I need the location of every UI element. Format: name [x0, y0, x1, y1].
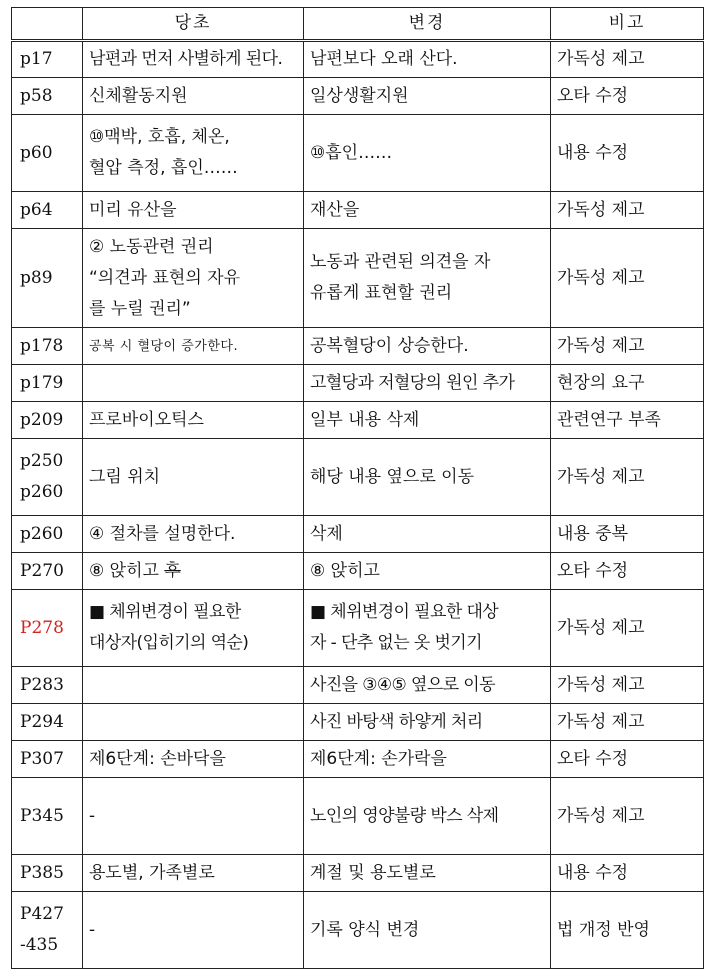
table-row	[12, 328, 704, 365]
table-row	[12, 192, 704, 229]
changed-cell: 삭제	[304, 516, 551, 553]
changed-cell: 기록 양식 변경	[304, 892, 551, 969]
page-cell: P307	[12, 741, 83, 778]
changed-cell: 계절 및 용도별로	[304, 855, 551, 892]
changed-cell: ■ 체위변경이 필요한 대상 자 - 단추 없는 옷 벗기기	[304, 590, 551, 667]
header-original: 당초	[83, 8, 304, 41]
table-row	[12, 78, 704, 115]
changed-cell: 사진을 ③④⑤ 옆으로 이동	[304, 667, 551, 704]
original-cell	[83, 704, 304, 741]
original-text: ⑧ 앉히고	[89, 560, 165, 581]
page-cell: p250 p260	[12, 439, 83, 516]
revision-table	[11, 7, 704, 969]
changed-cell: 공복혈당이 상승한다.	[304, 328, 551, 365]
note-cell: 오타 수정	[551, 741, 704, 778]
page-cell: P385	[12, 855, 83, 892]
note-cell: 가독성 제고	[551, 328, 704, 365]
table-row	[12, 439, 704, 516]
note-cell: 관련연구 부족	[551, 402, 704, 439]
changed-cell: 해당 내용 옆으로 이동	[304, 439, 551, 516]
original-cell: ■ 체위변경이 필요한 대상자(입히기의 역순)	[83, 590, 304, 667]
changed-cell: 노인의 영양불량 박스 삭제	[304, 778, 551, 855]
header-note: 비고	[551, 8, 704, 41]
original-cell	[83, 365, 304, 402]
note-cell: 내용 수정	[551, 115, 704, 192]
changed-cell: ⑧ 앉히고	[304, 553, 551, 590]
table-row	[12, 402, 704, 439]
changed-cell: 재산을	[304, 192, 551, 229]
note-cell: 오타 수정	[551, 78, 704, 115]
page-cell: p179	[12, 365, 83, 402]
note-cell: 오타 수정	[551, 553, 704, 590]
page-cell: p64	[12, 192, 83, 229]
original-cell: -	[83, 892, 304, 969]
note-cell: 가독성 제고	[551, 778, 704, 855]
table-row	[12, 516, 704, 553]
original-cell: -	[83, 778, 304, 855]
original-cell	[83, 553, 304, 590]
table-row	[12, 741, 704, 778]
page-cell-highlighted: P278	[12, 590, 83, 667]
page-cell: p89	[12, 229, 83, 328]
original-cell: 제6단계: 손바닥을	[83, 741, 304, 778]
table-row	[12, 855, 704, 892]
page-cell: P427 -435	[12, 892, 83, 969]
original-cell: 미리 유산을	[83, 192, 304, 229]
note-cell: 내용 수정	[551, 855, 704, 892]
page-cell: P294	[12, 704, 83, 741]
table-row	[12, 704, 704, 741]
table-row	[12, 115, 704, 192]
table-row	[12, 365, 704, 402]
note-cell: 가독성 제고	[551, 704, 704, 741]
table-row	[12, 778, 704, 855]
header-changed: 변경	[304, 8, 551, 41]
note-cell: 법 개정 반영	[551, 892, 704, 969]
original-cell: 신체활동지원	[83, 78, 304, 115]
table-row	[12, 553, 704, 590]
original-cell	[83, 667, 304, 704]
note-cell: 내용 중복	[551, 516, 704, 553]
changed-cell: 사진 바탕색 하얗게 처리	[304, 704, 551, 741]
changed-cell: 제6단계: 손가락을	[304, 741, 551, 778]
table-row	[12, 667, 704, 704]
changed-cell: 고혈당과 저혈당의 원인 추가	[304, 365, 551, 402]
changed-cell: ⑩흡인……	[304, 115, 551, 192]
table-row	[12, 892, 704, 969]
page-cell: P283	[12, 667, 83, 704]
original-cell: 그림 위치	[83, 439, 304, 516]
table-row	[12, 41, 704, 78]
page-cell: p60	[12, 115, 83, 192]
table-row	[12, 590, 704, 667]
note-cell: 가독성 제고	[551, 192, 704, 229]
page-cell: p58	[12, 78, 83, 115]
struck-text: 후	[164, 560, 181, 581]
note-cell: 가독성 제고	[551, 667, 704, 704]
page-cell: p260	[12, 516, 83, 553]
original-cell: 용도별, 가족별로	[83, 855, 304, 892]
table-row	[12, 229, 704, 328]
page-cell: p17	[12, 41, 83, 78]
page-cell: P345	[12, 778, 83, 855]
original-cell: 공복 시 혈당이 증가한다.	[83, 328, 304, 365]
header-row	[12, 8, 704, 41]
original-cell: ② 노동관련 권리 “의견과 표현의 자유 를 누릴 권리”	[83, 229, 304, 328]
note-cell: 가독성 제고	[551, 41, 704, 78]
original-cell: 프로바이오틱스	[83, 402, 304, 439]
note-cell: 가독성 제고	[551, 229, 704, 328]
original-cell: ⑩맥박, 호흡, 체온, 혈압 측정, 흡인……	[83, 115, 304, 192]
page-cell: p178	[12, 328, 83, 365]
note-cell: 가독성 제고	[551, 439, 704, 516]
original-cell: ④ 절차를 설명한다.	[83, 516, 304, 553]
header-page	[12, 8, 83, 41]
note-cell: 가독성 제고	[551, 590, 704, 667]
changed-cell: 일상생활지원	[304, 78, 551, 115]
changed-cell: 노동과 관련된 의견을 자 유롭게 표현할 권리	[304, 229, 551, 328]
page-cell: P270	[12, 553, 83, 590]
page-cell: p209	[12, 402, 83, 439]
note-cell: 현장의 요구	[551, 365, 704, 402]
changed-cell: 남편보다 오래 산다.	[304, 41, 551, 78]
changed-cell: 일부 내용 삭제	[304, 402, 551, 439]
original-cell: 남편과 먼저 사별하게 된다.	[83, 41, 304, 78]
